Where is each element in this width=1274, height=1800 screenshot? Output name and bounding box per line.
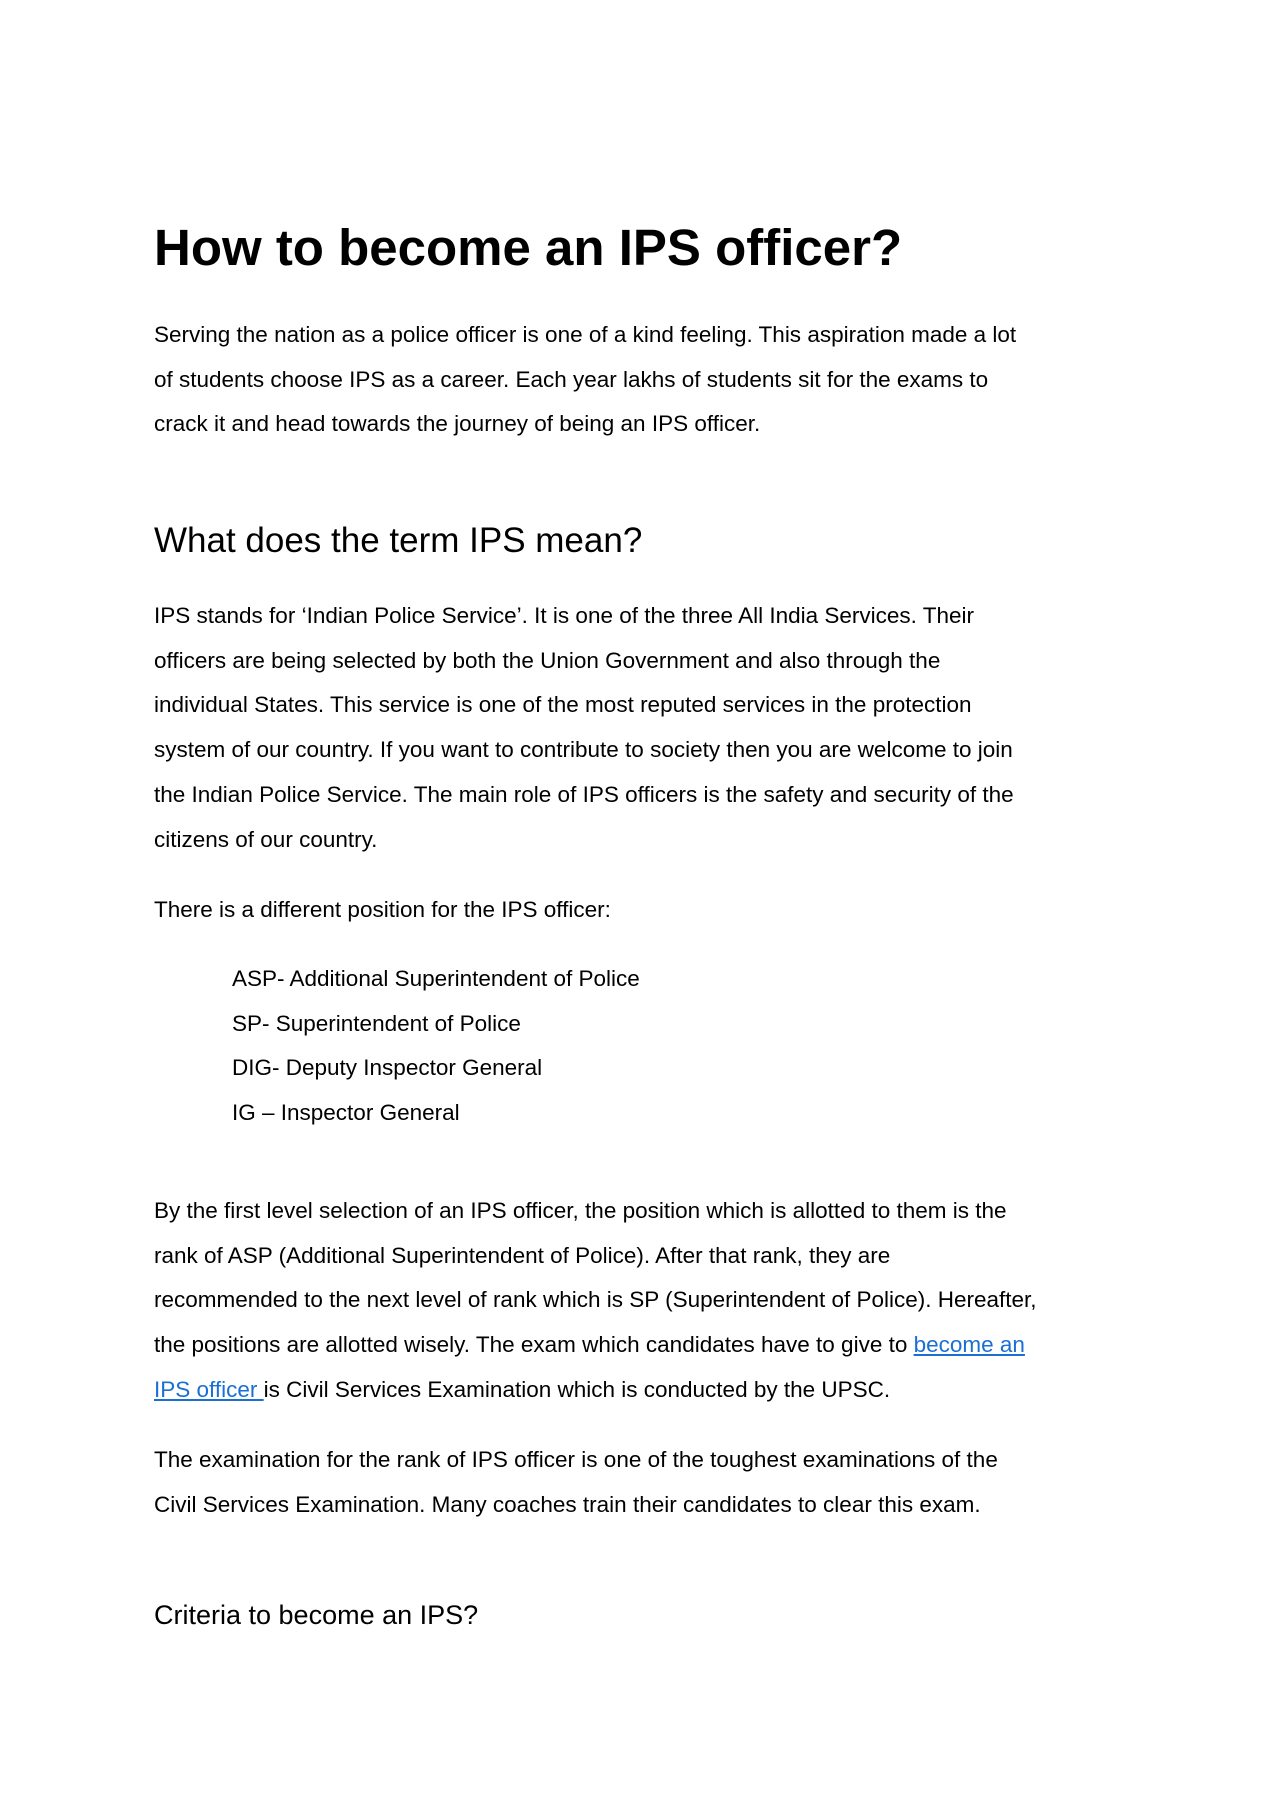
- list-item: DIG- Deputy Inspector General: [232, 1055, 543, 1081]
- intro-paragraph: [154, 313, 1154, 447]
- positions-intro-text: There is a different position for the IPS officer:: [154, 897, 611, 922]
- paragraph-line: recommended to the next level of rank which is SP (Superintendent of Police). Hereafter,: [154, 1287, 1037, 1313]
- intro-line: crack it and head towards the journey of being an IPS officer.: [154, 411, 761, 437]
- intro-line: Serving the nation as a police officer is one of a kind feeling. This aspiration made a lot: [154, 322, 1017, 347]
- paragraph-line: By the first level selection of an IPS officer, the position which is allotted to them is the: [154, 1198, 1007, 1223]
- exam-paragraph: [154, 1438, 1154, 1527]
- positions-intro: [154, 888, 1154, 933]
- list-item: SP- Superintendent of Police: [232, 1010, 521, 1036]
- ranks-paragraph: [154, 1189, 1154, 1413]
- section-heading-criteria: Criteria to become an IPS?: [154, 1600, 479, 1630]
- become-ips-officer-link-continued[interactable]: IPS officer: [154, 1376, 264, 1402]
- list-item: IG – Inspector General: [232, 1100, 460, 1126]
- paragraph-line: rank of ASP (Additional Superintendent of Police). After that rank, they are: [154, 1242, 891, 1268]
- become-ips-officer-link[interactable]: become an: [913, 1332, 1025, 1358]
- paragraph-line: citizens of our country.: [154, 826, 378, 852]
- page-title: How to become an IPS officer?: [154, 219, 903, 276]
- list-item: ASP- Additional Superintendent of Police: [232, 966, 640, 991]
- paragraph-line: individual States. This service is one of the most reputed services in the protection: [154, 692, 972, 718]
- text-before-link: the positions are allotted wisely. The exam which candidates have to give to: [154, 1332, 914, 1358]
- paragraph-line: [154, 1368, 1154, 1413]
- paragraph-line: Civil Services Examination. Many coaches train their candidates to clear this exam.: [154, 1491, 981, 1517]
- paragraph-line: The examination for the rank of IPS officer is one of the toughest examinations of the: [154, 1447, 998, 1472]
- paragraph-line: officers are being selected by both the Union Government and also through the: [154, 647, 941, 673]
- paragraph-line: IPS stands for ‘Indian Police Service’. It is one of the three All India Services. Their: [154, 603, 974, 628]
- paragraph-line: [154, 1323, 1154, 1368]
- paragraph-line: system of our country. If you want to contribute to society then you are welcome to join: [154, 737, 1013, 763]
- intro-line: of students choose IPS as a career. Each year lakhs of students sit for the exams to: [154, 366, 989, 392]
- positions-list: [232, 957, 640, 1136]
- text-after-link: is Civil Services Examination which is conducted by the UPSC.: [263, 1376, 891, 1402]
- paragraph-line: the Indian Police Service. The main role of IPS officers is the safety and security of the: [154, 781, 1014, 807]
- ips-definition-paragraph: [154, 594, 1154, 862]
- section-heading-ips-meaning: What does the term IPS mean?: [154, 521, 643, 560]
